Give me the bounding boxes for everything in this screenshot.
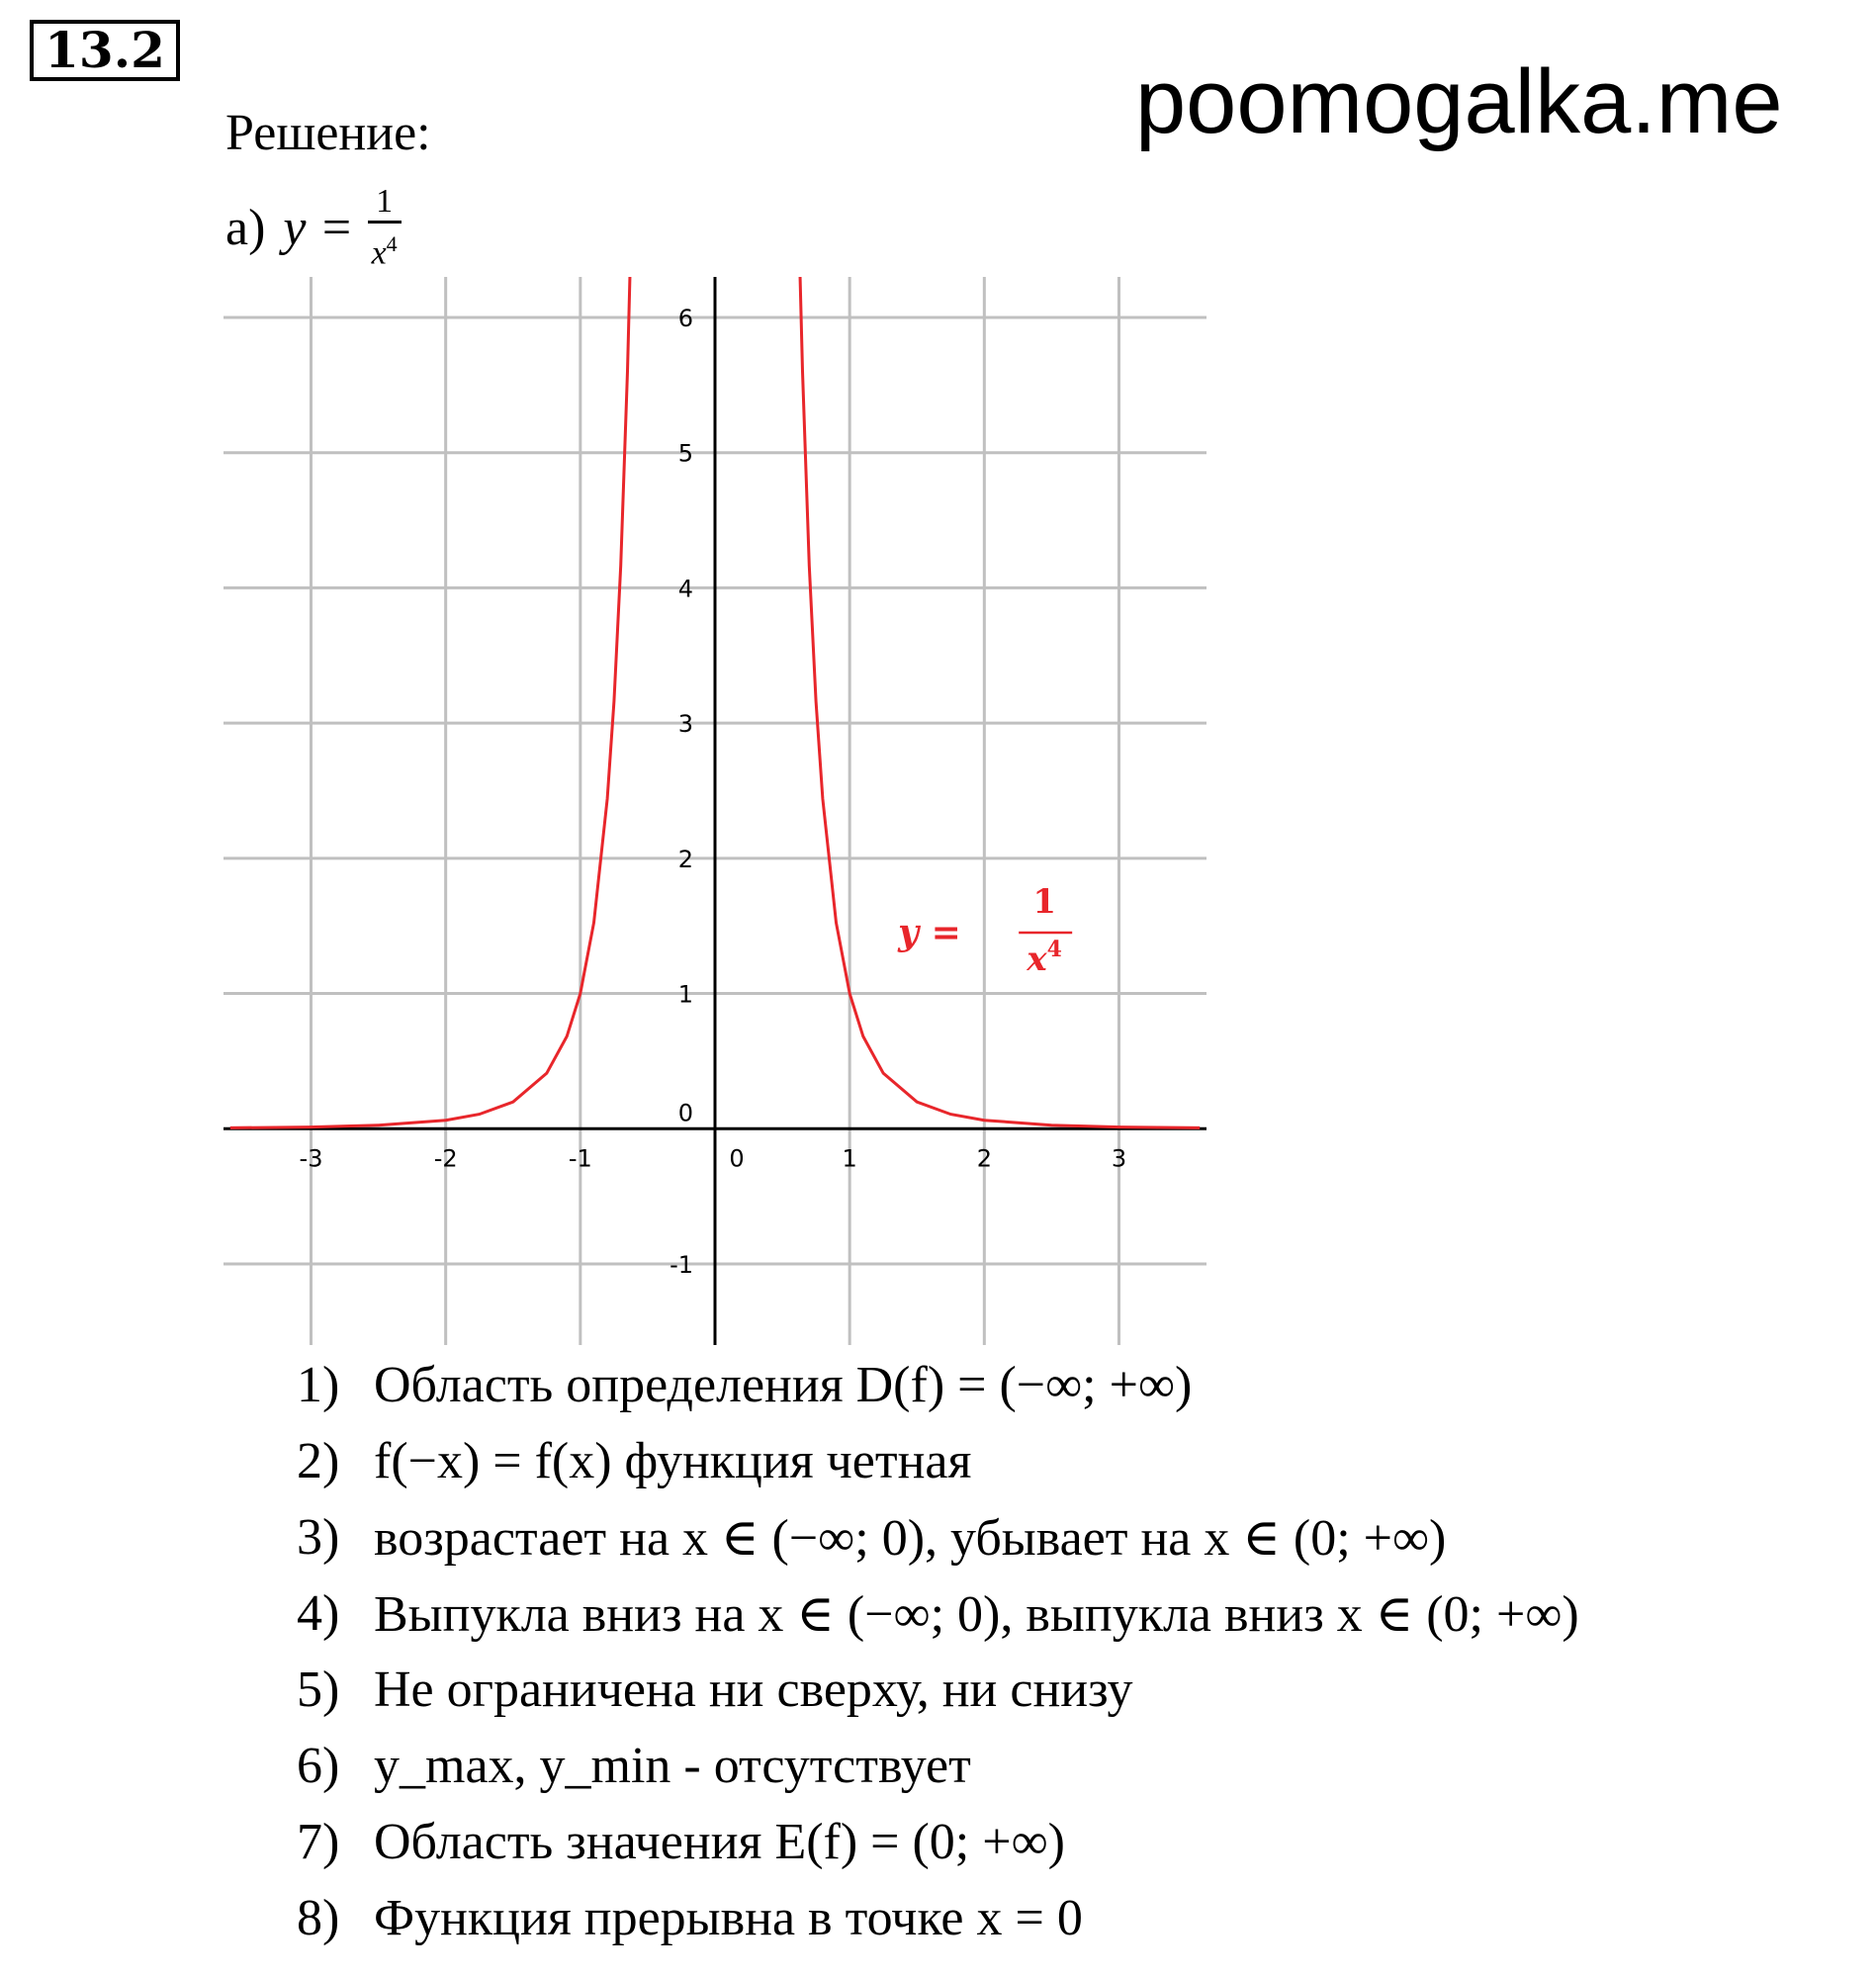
properties-list	[297, 1347, 1579, 1956]
property-number: 4)	[297, 1585, 340, 1642]
property-number: 5)	[297, 1662, 340, 1718]
property-number: 3)	[297, 1509, 340, 1566]
curve-right-branch	[796, 277, 1200, 1127]
property-number: 7)	[297, 1814, 340, 1870]
y-tick-label: 4	[677, 575, 693, 603]
x-tick-label: 2	[976, 1144, 992, 1173]
property-item	[297, 1804, 1579, 1880]
property-text: Функция прерывна в точке x = 0	[374, 1890, 1083, 1946]
part-letter: а)	[225, 199, 266, 256]
y-tick-label: -1	[670, 1250, 693, 1279]
property-number: 6)	[297, 1738, 340, 1794]
x-tick-label: 3	[1111, 1144, 1127, 1173]
denominator-base: x	[371, 234, 387, 272]
curve-label-denominator-exponent: 4	[1046, 937, 1062, 963]
property-item	[297, 1880, 1579, 1956]
property-text: Область значения E(f) = (0; +∞)	[374, 1814, 1065, 1870]
x-tick-label: 0	[729, 1144, 745, 1173]
x-tick-label: -2	[433, 1144, 458, 1173]
fraction-denominator	[368, 221, 402, 272]
denominator-exponent: 4	[386, 230, 398, 256]
property-item	[297, 1423, 1579, 1499]
fraction-numerator: 1	[376, 182, 394, 220]
curve-left-branch	[230, 277, 635, 1127]
y-tick-label: 5	[677, 439, 693, 468]
y-tick-label: 2	[677, 845, 693, 873]
property-text: Выпукла вниз на x ∈ (−∞; 0), выпукла вниз x ∈ (0; +∞)	[374, 1585, 1579, 1643]
property-item	[297, 1728, 1579, 1804]
property-item	[297, 1499, 1579, 1575]
curve-label-lhs: y =	[898, 912, 961, 954]
x-tick-label: -3	[299, 1144, 323, 1173]
tick-labels	[300, 305, 1127, 1279]
axes	[223, 277, 1206, 1345]
property-text: Область определения D(f) = (−∞; +∞)	[374, 1357, 1193, 1413]
property-number: 2)	[297, 1433, 340, 1489]
y-tick-label: 6	[677, 305, 693, 333]
property-number: 8)	[297, 1890, 340, 1946]
y-tick-label: 1	[677, 980, 693, 1009]
function-graph	[223, 277, 1206, 1345]
property-number: 1)	[297, 1357, 340, 1413]
curve-label-denominator-base: x	[1027, 940, 1047, 980]
formula-fraction	[368, 183, 402, 272]
problem-number: 13.2	[30, 20, 180, 81]
property-item	[297, 1347, 1579, 1423]
formula-lhs: y =	[283, 199, 354, 256]
property-text: y_max, y_min - отсутствует	[374, 1738, 971, 1794]
part-a-formula	[225, 178, 402, 277]
solution-label: Решение:	[225, 105, 431, 161]
property-item	[297, 1575, 1579, 1652]
x-tick-label: 1	[842, 1144, 857, 1173]
property-text: f(−x) = f(x) функция четная	[374, 1433, 972, 1489]
curve-label-numerator: 1	[1032, 882, 1057, 923]
site-watermark: poomogalka.me	[1135, 51, 1783, 152]
property-text: возрастает на x ∈ (−∞; 0), убывает на x ∈ (0; +∞)	[374, 1509, 1447, 1567]
y-tick-label: 0	[677, 1099, 693, 1127]
x-tick-label: -1	[568, 1144, 592, 1173]
y-tick-label: 3	[677, 710, 693, 739]
property-item	[297, 1652, 1579, 1728]
curve-label-denominator	[1026, 937, 1062, 979]
property-text: Не ограничена ни сверху, ни снизу	[374, 1662, 1133, 1718]
